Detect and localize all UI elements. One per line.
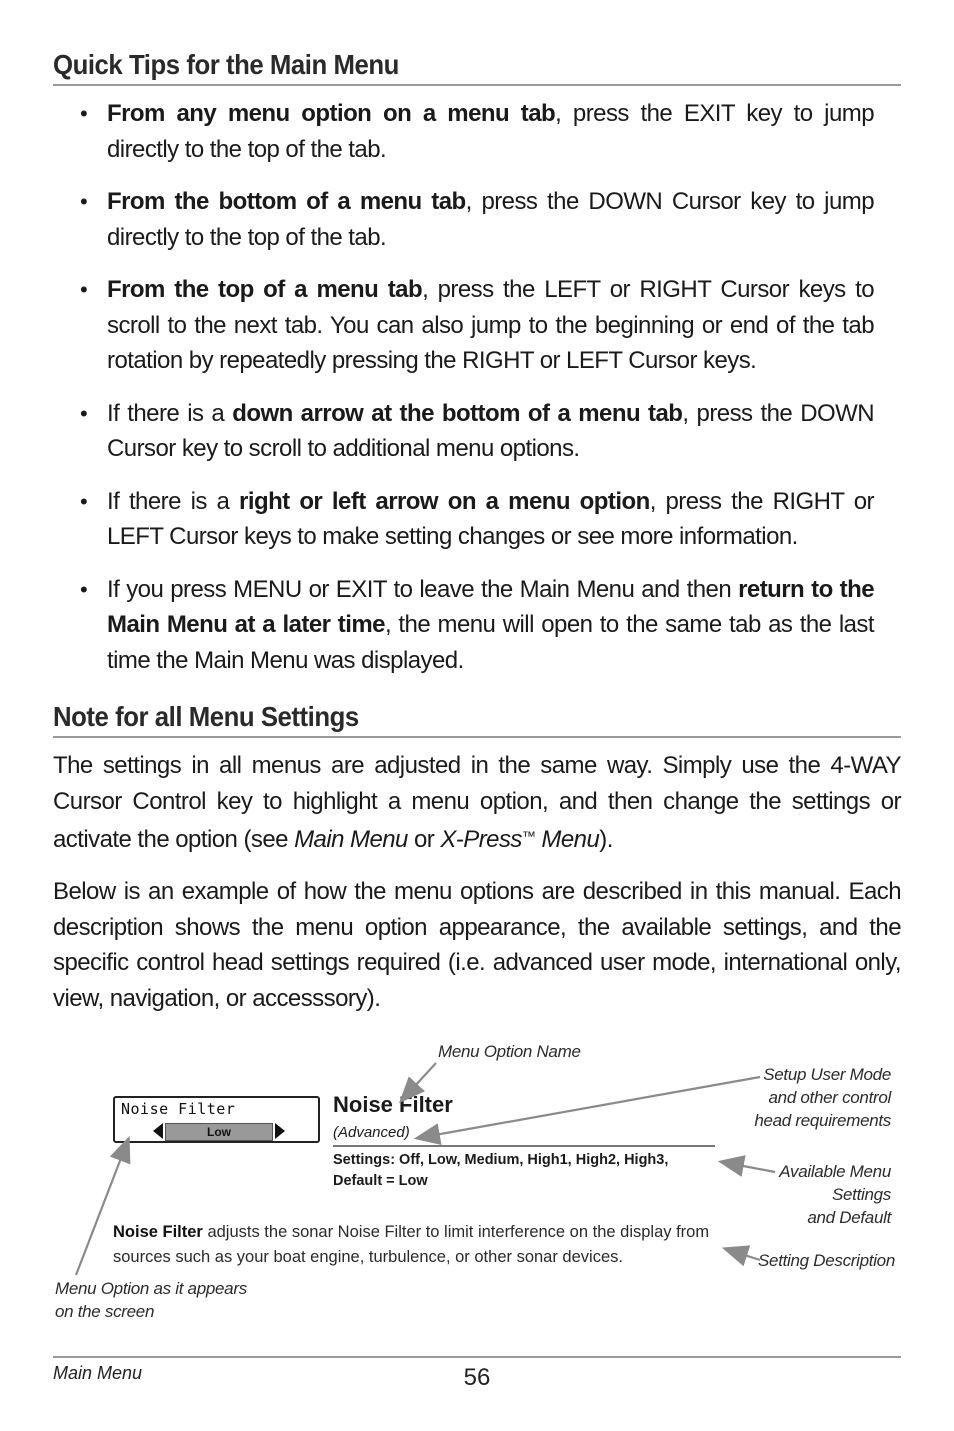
list-item <box>80 396 874 467</box>
bullet-text: If you press MENU or EXIT to leave the Main Menu and then <box>107 575 739 603</box>
bullet-text: , press the DOWN Cursor key to jump directly to the top of the tab. <box>107 188 874 251</box>
screen-option-value: Low <box>165 1123 273 1141</box>
list-item <box>80 272 874 379</box>
quick-tips-heading: Quick Tips for the Main Menu <box>53 49 399 80</box>
bullet-bold: From the top of a menu tab <box>107 276 423 303</box>
screen-option-label: Noise Filter <box>121 1100 236 1118</box>
arrow-setup-user-mode <box>418 1077 760 1138</box>
note-paragraph <box>53 748 901 858</box>
bullet-text: , press the RIGHT or LEFT Cursor keys to make setting changes or see more information. <box>107 487 874 550</box>
default-line: Default = Low <box>333 1173 428 1189</box>
bullet-bold: right or left arrow on a menu option <box>239 487 650 515</box>
option-title: Noise Filter <box>333 1092 453 1117</box>
callout-line: Setup User Mode <box>763 1065 891 1084</box>
right-arrow-icon <box>275 1123 285 1139</box>
list-item <box>80 484 874 555</box>
trademark-symbol: ™ <box>521 828 536 844</box>
bullet-text: , the menu will open to the same tab as the last time the Main Menu was displayed. <box>107 611 874 674</box>
page-number: 56 <box>463 1364 491 1391</box>
settings-line: Settings: Off, Low, Medium, High1, High2, High3, <box>333 1152 669 1168</box>
bullet-bold: From the bottom of a menu tab <box>107 188 466 215</box>
option-settings <box>333 1150 668 1192</box>
callout-available-settings <box>740 1160 891 1229</box>
example-paragraph: Below is an example of how the menu options are described in this manual. Each description shows the menu option appearance, the available settings, and the specific control head settings required (i.e. advanced user mode, international only, view, navigation, or accesssory). <box>53 878 901 1012</box>
callout-line: Menu Option as it appears <box>55 1279 247 1298</box>
callout-line: on the screen <box>55 1302 155 1321</box>
footer-section-name: Main Menu <box>53 1363 143 1383</box>
arrow-setting-description <box>726 1249 760 1260</box>
bullet-bold: down arrow at the bottom of a menu tab <box>232 399 683 427</box>
callout-menu-option-name: Menu Option Name <box>438 1042 581 1061</box>
callout-line: Available Menu <box>779 1162 891 1181</box>
bullet-text: , press the LEFT or RIGHT Cursor keys to scroll to the next tab. You can also jump to the beginning or end of the tab rotation by repeatedly pressing the RIGHT or LEFT Cursor keys. <box>107 276 875 374</box>
callout-line: and other control <box>768 1088 891 1107</box>
callout-setting-description: Setting Description <box>758 1251 895 1270</box>
bullet-text: , press the EXIT key to jump directly to the top of the tab. <box>107 100 874 163</box>
paragraph-text: ). <box>599 826 613 853</box>
menu-option-screen <box>113 1096 320 1143</box>
callout-setup-user-mode <box>740 1063 891 1132</box>
list-item <box>80 96 874 167</box>
list-item <box>80 184 874 255</box>
option-rule <box>333 1145 715 1147</box>
option-description <box>113 1220 723 1270</box>
xpress-menu-link[interactable]: X-Press <box>440 826 522 853</box>
left-arrow-icon <box>153 1123 163 1139</box>
bullet-text: If there is a <box>107 487 240 515</box>
heading-rule <box>53 736 901 738</box>
option-user-mode: (Advanced) <box>333 1124 410 1141</box>
footer-rule <box>53 1356 901 1358</box>
list-item <box>80 572 874 679</box>
paragraph-text: The settings in all menus are adjusted in the same way. Simply use the 4-WAY Cursor Control key to highlight a menu option, and then change the settings or activate the option (see <box>53 752 901 853</box>
callout-as-appears <box>55 1277 247 1323</box>
description-text: adjusts the sonar Noise Filter to limit interference on the display from sources such as your boat engine, turbulence, or other sonar devices. <box>113 1223 710 1266</box>
paragraph-text: or <box>407 826 441 853</box>
bullet-bold: From any menu option on a menu tab <box>107 100 556 127</box>
description-bold: Noise Filter <box>113 1223 203 1241</box>
main-menu-link[interactable]: Main Menu <box>294 826 408 853</box>
bullet-bold: return to the Main Menu at a later time <box>107 575 874 638</box>
bullet-text: If there is a <box>107 399 233 427</box>
callout-line: Settings <box>831 1185 891 1204</box>
callout-line: and Default <box>807 1208 891 1227</box>
heading-rule <box>53 84 901 86</box>
note-heading: Note for all Menu Settings <box>53 701 359 732</box>
bullet-text: , press the DOWN Cursor key to scroll to additional menu options. <box>107 399 874 462</box>
quick-tips-list <box>80 96 874 695</box>
xpress-menu-link-suffix[interactable]: Menu <box>535 826 600 853</box>
callout-line: head requirements <box>754 1111 891 1130</box>
